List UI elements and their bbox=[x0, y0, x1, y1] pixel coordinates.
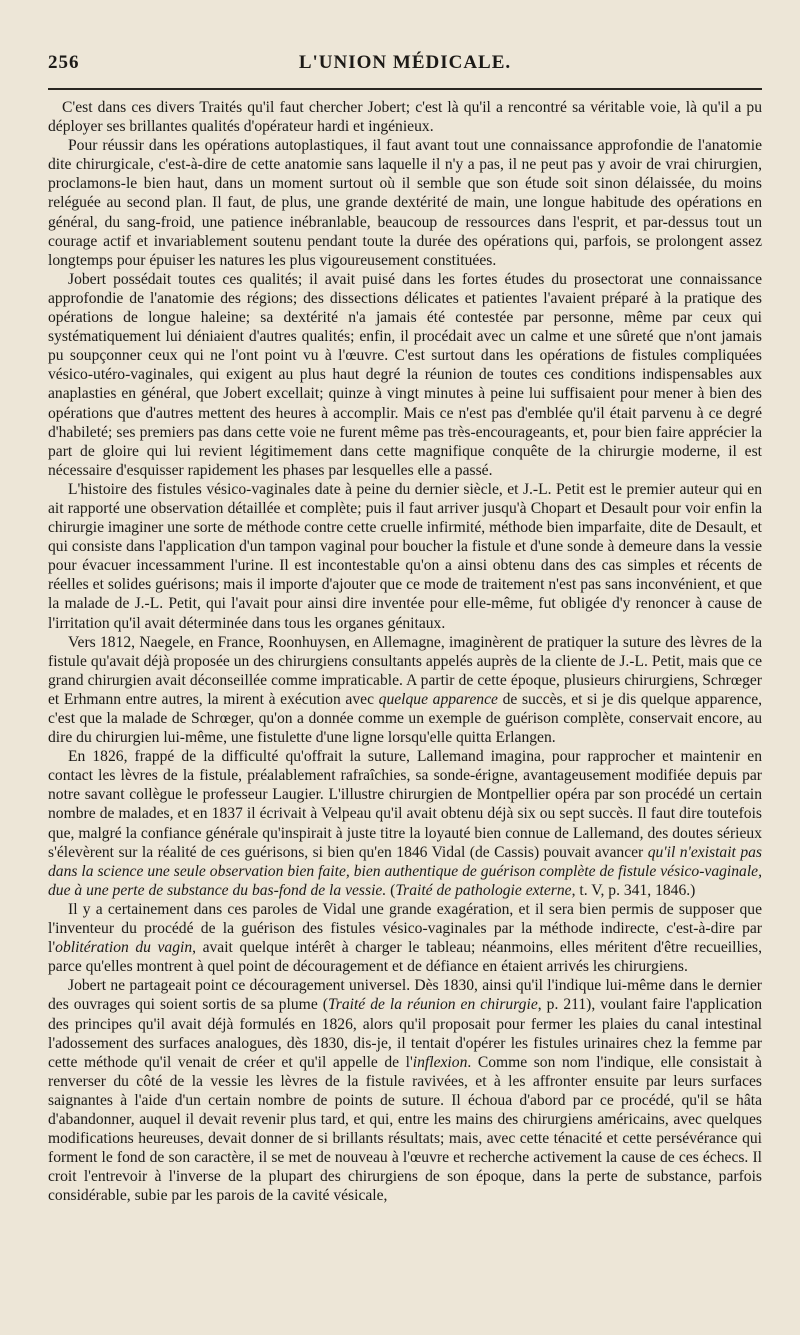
italic-text: Traité de la réunion en chirurgie bbox=[327, 996, 538, 1014]
body-text bbox=[48, 98, 762, 1205]
paragraph: Jobert ne partageait point ce découragement universel. Dès 1830, ainsi qu'il l'indique lui-même dans le dernier des ouvrages qui soient sortis de sa plume (Traité de la réunion en chirurgie, p. 211), voulant faire l'application des principes qu'il avait déjà formulés en 1826, alors qu'il proposait pour fermer les plaies du canal intestinal l'adossement des surfaces analogues, dès 1830, dis-je, il tentait d'opérer les fistules urinaires chez la femme par cette méthode qu'il venait de créer et qu'il appelle de l'inflexion. Comme son nom l'indique, elle consistait à renverser du côté de la vessie les lèvres de la fistule ravivées, et à les affronter ensuite par leurs surfaces saignantes à l'aide d'un certain nombre de points de suture. Il échoua d'abord par ce procédé, qu'il se hâta d'abandonner, auquel il devait revenir plus tard, et qui, entre les mains des chirurgiens américains, avec quelques modifications heureuses, devait donner de si brillants résultats; mais, avec cette ténacité et cette persévérance qui forment le fond de son caractère, il se met de nouveau à l'œuvre et recherche activement la cause de ces échecs. Il croit l'entrevoir à l'inverse de la plupart des chirurgiens de son époque, dans la perte de substance, parfois considérable, subie par les parois de la cavité vésicale, bbox=[48, 977, 763, 1205]
italic-text: oblitération du vagin bbox=[55, 939, 193, 957]
paragraph: Il y a certainement dans ces paroles de Vidal une grande exagération, et il sera bien permis de supposer que l'inventeur du procédé de la guérison des fistules vésico-vaginales par la méthode indirecte, c'est-à-dire par l'oblitération du vagin, avait quelque intérêt à charger le tableau; néanmoins, elles méritent d'être recueillies, parce qu'elles montrent à quel point de découragement et de défiance en étaient arrivés les chirurgiens. bbox=[48, 900, 762, 976]
page-number: 256 bbox=[48, 52, 80, 73]
italic-text: Traité de pathologie externe bbox=[395, 881, 572, 899]
italic-text: qu'il n'existait pas dans la science une seule observation bien faite, bien authentique de guérison complète de fistule vésico-vaginale, due à une perte de substance du bas-fond de la vessie. bbox=[48, 843, 762, 899]
running-title: L'UNION MÉDICALE. bbox=[298, 52, 512, 73]
paragraph: C'est dans ces divers Traités qu'il faut chercher Jobert; c'est là qu'il a rencontré sa véritable voie, là qu'il a pu déployer ses brillantes qualités d'opérateur hardi et ingénieux. bbox=[48, 99, 762, 136]
paragraph: Jobert possédait toutes ces qualités; il avait puisé dans les fortes études du prosectorat une connaissance approfondie de l'anatomie des régions; des dissections délicates et patientes l'avaient préparé à la pratique des opérations de longue haleine; sa dextérité n'a jamais été contestée par personne, même par ceux qui systématiquement lui déniaient d'autres qualités; enfin, il procédait avec un calme et une sûreté que n'ont jamais pu soupçonner ceux qui ne l'ont point vu à l'œuvre. C'est surtout dans les opérations de fistules compliquées vésico-utéro-vaginales, qui exigent au plus haut degré la réunion de toutes ces conditions indispensables aux anaplasties en général, que Jobert excellait; quinze à vingt minutes à peine lui suffisaient pour mener à bien des opérations que d'autres mettent des heures à accomplir. Mais ce n'est pas d'emblée qu'il était parvenu à ce degré d'habileté; ses premiers pas dans cette voie ne furent même pas très-encourageants, et, pour bien faire apprécier la part de gloire qui lui revient légitimement dans cette magnifique conquête de la chirurgie moderne, il est nécessaire d'esquisser rapidement les phases par lesquelles elle a passé. bbox=[48, 270, 762, 479]
paragraph: Pour réussir dans les opérations autoplastiques, il faut avant tout une connaissance approfondie de l'anatomie dite chirurgicale, c'est-à-dire de cette anatomie sans laquelle il n'y a pas, il ne peut pas y avoir de vrai chirurgien, proclamons-le bien haut, dans un moment surtout où il semble que son étude soit sinon délaissée, du moins reléguée au second plan. Il faut, de plus, une grande dextérité de main, une longue habitude des opérations en général, du sang-froid, une patience inébranlable, beaucoup de ressources dans l'esprit, et par-dessus tout un courage actif et invariablement soutenu pendant toute la durée des opérations qui, parfois, se prolongent assez longtemps pour épuiser les natures les plus vigoureusement constituées. bbox=[48, 137, 762, 269]
header-rule bbox=[48, 88, 762, 90]
paragraph: Vers 1812, Naegele, en France, Roonhuysen, en Allemagne, imaginèrent de pratiquer la suture des lèvres de la fistule qu'avait déjà proposée un des chirurgiens consultants appelés auprès de la cliente de J.-L. Petit, mais que ce grand chirurgien avait déconseillée comme impraticable. A partir de cette époque, plusieurs chirurgiens, Schrœger et Erhmann entre autres, la mirent à exécution avec quelque apparence de succès, et si je dis quelque apparence, c'est que la malade de Schrœger, qu'on a donnée comme un exemple de guérison complète, conservait encore, au dire du chirurgien lui-même, une fistulette d'une ligne lorsqu'elle quitta Erlangen. bbox=[48, 633, 763, 747]
paragraph: L'histoire des fistules vésico-vaginales date à peine du dernier siècle, et J.-L. Petit est le premier auteur qui en ait rapporté une observation détaillée et complète; puis il faut arriver jusqu'à Chopart et Desault pour voir enfin la chirurgie imaginer une sorte de méthode contre cette cruelle infirmité, méthode bien imparfaite, dite de Desault, et qui consiste dans l'application d'un tampon vaginal pour boucher la fistule et d'une sonde à demeure dans la vessie pour évacuer incessamment l'urine. Il est incontestable qu'on a ainsi obtenu dans des cas simples et récents de réelles et solides guérisons; mais il importe d'ajouter que ce mode de traitement n'est pas sans inconvénient, et que la malade de J.-L. Petit, qui l'avait pour ainsi dire inventée pour elle-même, fut obligée d'y renoncer à cause de l'irritation qu'il avait déterminée dans tous les organes génitaux. bbox=[48, 480, 762, 632]
page-header bbox=[48, 52, 762, 74]
paragraph: En 1826, frappé de la difficulté qu'offrait la suture, Lallemand imagina, pour rapprocher et maintenir en contact les lèvres de la fistule, préalablement rafraîchies, sa sonde-érigne, avantageusement modifiée depuis par notre savant collègue le professeur Laugier. L'illustre chirurgien de Montpellier opéra par son procédé un certain nombre de malades, et en 1837 il écrivait à Velpeau qu'il avait obtenu déjà six ou sept succès. Il faut dire toutefois que, malgré la confiance générale qu'inspirait à juste titre la loyauté bien connue de Lallemand, des doutes sérieux s'élevèrent sur la réalité de ces guérisons, si bien qu'en 1846 Vidal (de Cassis) pouvait avancer qu'il n'existait pas dans la science une seule observation bien faite, bien authentique de guérison complète de fistule vésico-vaginale, due à une perte de substance du bas-fond de la vessie. (Traité de pathologie externe, t. V, p. 341, 1846.) bbox=[48, 748, 762, 899]
italic-text: inflexion bbox=[412, 1053, 468, 1071]
italic-text: quelque apparence bbox=[378, 690, 498, 708]
